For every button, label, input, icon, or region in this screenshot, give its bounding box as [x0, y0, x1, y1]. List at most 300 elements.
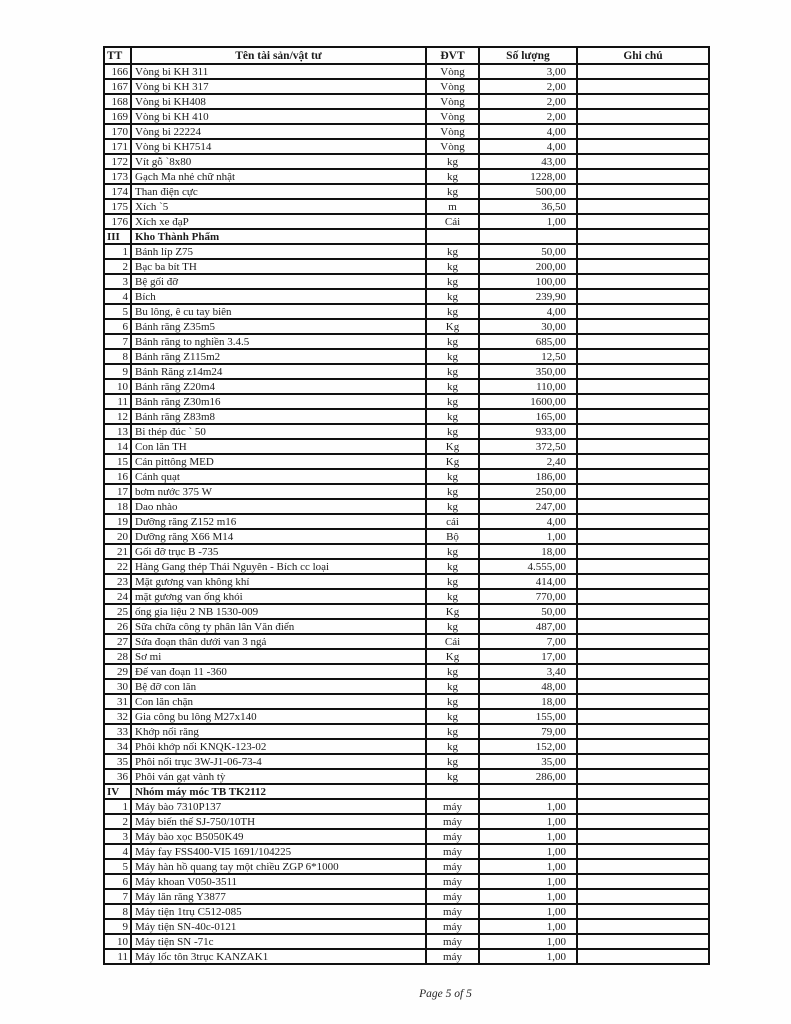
header-row — [104, 47, 709, 64]
cell-note — [577, 109, 709, 124]
table-row — [104, 559, 709, 574]
table-row — [104, 439, 709, 454]
cell-name: Vòng bi KH408 — [131, 94, 426, 109]
table-row — [104, 64, 709, 79]
cell-name: Phôi ván gạt vành tỳ — [131, 769, 426, 784]
cell-note — [577, 754, 709, 769]
cell-qty: 2,00 — [479, 79, 577, 94]
cell-tt: 8 — [104, 904, 131, 919]
cell-unit: Vòng — [426, 94, 479, 109]
cell-name: Bánh răng Z115m2 — [131, 349, 426, 364]
cell-name: Máy bào 7310P137 — [131, 799, 426, 814]
cell-unit: Bộ — [426, 529, 479, 544]
cell-qty: 4,00 — [479, 139, 577, 154]
cell-name: Vít gỗ `8x80 — [131, 154, 426, 169]
col-header-qty: Số lượng — [479, 47, 577, 64]
table-row — [104, 424, 709, 439]
cell-note — [577, 79, 709, 94]
cell-unit: kg — [426, 244, 479, 259]
cell-unit: kg — [426, 184, 479, 199]
cell-note — [577, 469, 709, 484]
cell-note — [577, 844, 709, 859]
cell-name: Phôi nối trục 3W-J1-06-73-4 — [131, 754, 426, 769]
cell-unit: máy — [426, 829, 479, 844]
table-row — [104, 574, 709, 589]
cell-name: Bánh răng Z83m8 — [131, 409, 426, 424]
cell-note — [577, 874, 709, 889]
cell-note — [577, 274, 709, 289]
cell-note — [577, 559, 709, 574]
cell-qty: 247,00 — [479, 499, 577, 514]
cell-tt: 12 — [104, 409, 131, 424]
table-row — [104, 304, 709, 319]
cell-note — [577, 649, 709, 664]
cell-unit: Kg — [426, 439, 479, 454]
cell-unit: kg — [426, 304, 479, 319]
cell-qty: 110,00 — [479, 379, 577, 394]
table-row — [104, 139, 709, 154]
cell-qty: 487,00 — [479, 619, 577, 634]
cell-tt: 10 — [104, 934, 131, 949]
cell-note — [577, 544, 709, 559]
cell-name: mặt gương van ống khói — [131, 589, 426, 604]
cell-note — [577, 229, 709, 244]
cell-tt: 11 — [104, 394, 131, 409]
table-row — [104, 814, 709, 829]
table-row — [104, 259, 709, 274]
cell-unit: kg — [426, 424, 479, 439]
cell-qty: 155,00 — [479, 709, 577, 724]
cell-note — [577, 64, 709, 79]
cell-qty: 286,00 — [479, 769, 577, 784]
cell-note — [577, 379, 709, 394]
cell-note — [577, 679, 709, 694]
cell-qty: 17,00 — [479, 649, 577, 664]
cell-qty: 1,00 — [479, 799, 577, 814]
cell-tt: 13 — [104, 424, 131, 439]
table-row — [104, 799, 709, 814]
cell-qty: 4.555,00 — [479, 559, 577, 574]
cell-qty: 4,00 — [479, 514, 577, 529]
cell-tt: 25 — [104, 604, 131, 619]
cell-unit: Vòng — [426, 64, 479, 79]
table-row — [104, 274, 709, 289]
asset-table — [103, 46, 710, 965]
cell-note — [577, 259, 709, 274]
cell-tt: 9 — [104, 919, 131, 934]
cell-tt: 1 — [104, 244, 131, 259]
cell-unit — [426, 784, 479, 799]
cell-note — [577, 154, 709, 169]
cell-unit: kg — [426, 349, 479, 364]
cell-qty: 36,50 — [479, 199, 577, 214]
cell-unit: kg — [426, 589, 479, 604]
cell-tt: 171 — [104, 139, 131, 154]
cell-tt: 7 — [104, 889, 131, 904]
table-row — [104, 724, 709, 739]
col-header-unit: ĐVT — [426, 47, 479, 64]
cell-tt: 29 — [104, 664, 131, 679]
cell-qty: 1,00 — [479, 889, 577, 904]
cell-note — [577, 454, 709, 469]
cell-qty: 250,00 — [479, 484, 577, 499]
cell-name: Máy tiện SN-40c-0121 — [131, 919, 426, 934]
cell-name: Vòng bi KH7514 — [131, 139, 426, 154]
cell-note — [577, 829, 709, 844]
col-header-note: Ghi chú — [577, 47, 709, 64]
cell-name: Bệ đỡ con lăn — [131, 679, 426, 694]
cell-note — [577, 619, 709, 634]
cell-unit: máy — [426, 934, 479, 949]
cell-note — [577, 394, 709, 409]
page-footer: Page 5 of 5 — [419, 988, 472, 1000]
cell-unit: kg — [426, 559, 479, 574]
cell-name: Nhóm máy móc TB TK2112 — [131, 784, 426, 799]
table-row — [104, 334, 709, 349]
cell-qty — [479, 784, 577, 799]
cell-note — [577, 199, 709, 214]
cell-note — [577, 529, 709, 544]
cell-unit: máy — [426, 904, 479, 919]
table-row — [104, 154, 709, 169]
col-header-name: Tên tài sản/vật tư — [131, 47, 426, 64]
cell-tt: 3 — [104, 274, 131, 289]
table-row — [104, 529, 709, 544]
cell-tt: 167 — [104, 79, 131, 94]
cell-qty: 200,00 — [479, 259, 577, 274]
asset-table-body — [104, 64, 709, 964]
cell-note — [577, 319, 709, 334]
table-row — [104, 289, 709, 304]
cell-unit: kg — [426, 259, 479, 274]
cell-tt: 31 — [104, 694, 131, 709]
cell-unit: máy — [426, 889, 479, 904]
cell-name: Bánh Răng z14m24 — [131, 364, 426, 379]
cell-name: ống gia liệu 2 NB 1530-009 — [131, 604, 426, 619]
cell-qty: 2,40 — [479, 454, 577, 469]
table-row — [104, 499, 709, 514]
table-row — [104, 934, 709, 949]
table-row — [104, 469, 709, 484]
cell-unit: kg — [426, 289, 479, 304]
cell-qty: 4,00 — [479, 124, 577, 139]
table-row — [104, 874, 709, 889]
cell-name: Bánh líp Z75 — [131, 244, 426, 259]
cell-note — [577, 409, 709, 424]
cell-qty: 1,00 — [479, 949, 577, 964]
cell-unit: m — [426, 199, 479, 214]
cell-name: Bệ gối đỡ — [131, 274, 426, 289]
cell-qty: 43,00 — [479, 154, 577, 169]
cell-unit: kg — [426, 679, 479, 694]
cell-tt: 169 — [104, 109, 131, 124]
cell-qty: 1600,00 — [479, 394, 577, 409]
table-row — [104, 649, 709, 664]
cell-tt: 1 — [104, 799, 131, 814]
table-row — [104, 79, 709, 94]
cell-tt: 18 — [104, 499, 131, 514]
cell-tt: 170 — [104, 124, 131, 139]
table-row — [104, 94, 709, 109]
cell-name: Máy tiện SN -71c — [131, 934, 426, 949]
cell-unit: máy — [426, 919, 479, 934]
cell-note — [577, 94, 709, 109]
cell-name: Con lăn chặn — [131, 694, 426, 709]
cell-note — [577, 244, 709, 259]
cell-name: Bạc ba bít TH — [131, 259, 426, 274]
cell-qty: 500,00 — [479, 184, 577, 199]
table-row — [104, 679, 709, 694]
cell-note — [577, 364, 709, 379]
cell-tt: 19 — [104, 514, 131, 529]
table-row — [104, 829, 709, 844]
cell-name: Bích — [131, 289, 426, 304]
cell-qty: 1,00 — [479, 904, 577, 919]
table-row — [104, 739, 709, 754]
table-row — [104, 619, 709, 634]
cell-qty: 350,00 — [479, 364, 577, 379]
cell-note — [577, 424, 709, 439]
cell-tt: IV — [104, 784, 131, 799]
cell-note — [577, 124, 709, 139]
cell-tt: 8 — [104, 349, 131, 364]
cell-name: Vòng bi KH 410 — [131, 109, 426, 124]
table-row — [104, 484, 709, 499]
cell-unit: Kg — [426, 319, 479, 334]
cell-tt: 5 — [104, 304, 131, 319]
cell-unit: kg — [426, 484, 479, 499]
cell-qty: 4,00 — [479, 304, 577, 319]
cell-qty: 30,00 — [479, 319, 577, 334]
table-row — [104, 244, 709, 259]
cell-name: Máy fay FSS400-VI5 1691/104225 — [131, 844, 426, 859]
cell-unit: kg — [426, 664, 479, 679]
cell-note — [577, 514, 709, 529]
cell-qty: 165,00 — [479, 409, 577, 424]
cell-qty: 3,40 — [479, 664, 577, 679]
cell-qty: 1,00 — [479, 844, 577, 859]
cell-note — [577, 214, 709, 229]
table-row — [104, 889, 709, 904]
cell-name: Máy tiện 1trụ C512-085 — [131, 904, 426, 919]
cell-unit: Vòng — [426, 109, 479, 124]
cell-tt: 4 — [104, 844, 131, 859]
cell-qty: 685,00 — [479, 334, 577, 349]
cell-unit: kg — [426, 739, 479, 754]
table-row — [104, 919, 709, 934]
asset-table-header — [104, 47, 709, 64]
cell-name: Dao nhào — [131, 499, 426, 514]
cell-name: Xích `5 — [131, 199, 426, 214]
cell-name: Xích xe đạP — [131, 214, 426, 229]
cell-qty: 1,00 — [479, 814, 577, 829]
cell-unit: kg — [426, 169, 479, 184]
cell-unit: máy — [426, 874, 479, 889]
cell-unit — [426, 229, 479, 244]
cell-note — [577, 304, 709, 319]
cell-tt: 26 — [104, 619, 131, 634]
cell-tt: 27 — [104, 634, 131, 649]
cell-tt: 168 — [104, 94, 131, 109]
cell-qty: 79,00 — [479, 724, 577, 739]
table-row — [104, 394, 709, 409]
cell-note — [577, 859, 709, 874]
cell-tt: 6 — [104, 319, 131, 334]
cell-note — [577, 664, 709, 679]
cell-unit: Vòng — [426, 139, 479, 154]
table-row — [104, 709, 709, 724]
table-row — [104, 844, 709, 859]
cell-name: Hàng Gang thép Thái Nguyên - Bích cc loại — [131, 559, 426, 574]
cell-unit: kg — [426, 709, 479, 724]
cell-unit: kg — [426, 364, 479, 379]
cell-note — [577, 574, 709, 589]
cell-note — [577, 949, 709, 964]
cell-qty: 35,00 — [479, 754, 577, 769]
cell-qty: 1,00 — [479, 934, 577, 949]
cell-tt: 2 — [104, 814, 131, 829]
table-row — [104, 859, 709, 874]
cell-note — [577, 904, 709, 919]
table-row — [104, 754, 709, 769]
cell-name: Cánh quạt — [131, 469, 426, 484]
cell-qty: 3,00 — [479, 64, 577, 79]
cell-unit: máy — [426, 949, 479, 964]
cell-name: Sửa đoạn thân dưới van 3 ngả — [131, 634, 426, 649]
cell-tt: 33 — [104, 724, 131, 739]
cell-tt: 23 — [104, 574, 131, 589]
cell-name: Sữa chữa công ty phân lân Văn điển — [131, 619, 426, 634]
table-row — [104, 379, 709, 394]
cell-tt: 20 — [104, 529, 131, 544]
cell-name: Mặt gương van không khí — [131, 574, 426, 589]
cell-unit: máy — [426, 814, 479, 829]
cell-tt: 176 — [104, 214, 131, 229]
cell-name: Khớp nối răng — [131, 724, 426, 739]
cell-note — [577, 814, 709, 829]
cell-name: Bánh răng Z20m4 — [131, 379, 426, 394]
cell-unit: máy — [426, 799, 479, 814]
cell-name: Máy bào xọc B5050K49 — [131, 829, 426, 844]
cell-qty: 1,00 — [479, 919, 577, 934]
cell-tt: 173 — [104, 169, 131, 184]
cell-qty: 7,00 — [479, 634, 577, 649]
cell-note — [577, 589, 709, 604]
cell-qty: 2,00 — [479, 94, 577, 109]
table-row — [104, 904, 709, 919]
cell-tt: 28 — [104, 649, 131, 664]
table-row — [104, 409, 709, 424]
cell-qty: 186,00 — [479, 469, 577, 484]
cell-tt: 24 — [104, 589, 131, 604]
cell-name: Đế van đoạn 11 -360 — [131, 664, 426, 679]
cell-tt: 14 — [104, 439, 131, 454]
cell-unit: kg — [426, 379, 479, 394]
cell-note — [577, 694, 709, 709]
cell-tt: 36 — [104, 769, 131, 784]
cell-unit: kg — [426, 619, 479, 634]
table-row — [104, 184, 709, 199]
cell-name: Kho Thành Phẩm — [131, 229, 426, 244]
table-row — [104, 694, 709, 709]
cell-qty: 239,90 — [479, 289, 577, 304]
cell-name: Bánh răng Z35m5 — [131, 319, 426, 334]
table-row — [104, 769, 709, 784]
table-row — [104, 514, 709, 529]
cell-qty: 933,00 — [479, 424, 577, 439]
cell-unit: kg — [426, 394, 479, 409]
cell-unit: kg — [426, 274, 479, 289]
table-row — [104, 364, 709, 379]
cell-qty: 18,00 — [479, 544, 577, 559]
cell-note — [577, 439, 709, 454]
cell-unit: kg — [426, 409, 479, 424]
table-row — [104, 664, 709, 679]
cell-tt: 15 — [104, 454, 131, 469]
cell-tt: 7 — [104, 334, 131, 349]
cell-name: bơm nước 375 W — [131, 484, 426, 499]
cell-name: Máy lăn răng Y3877 — [131, 889, 426, 904]
cell-qty: 50,00 — [479, 244, 577, 259]
section-row — [104, 229, 709, 244]
cell-name: Vòng bi KH 317 — [131, 79, 426, 94]
cell-name: Vòng bi 22224 — [131, 124, 426, 139]
cell-unit: Kg — [426, 454, 479, 469]
cell-tt: 30 — [104, 679, 131, 694]
cell-tt: 10 — [104, 379, 131, 394]
table-row — [104, 124, 709, 139]
cell-name: Vòng bi KH 311 — [131, 64, 426, 79]
cell-tt: 34 — [104, 739, 131, 754]
cell-unit: Kg — [426, 604, 479, 619]
cell-note — [577, 799, 709, 814]
cell-unit: Vòng — [426, 124, 479, 139]
cell-tt: 21 — [104, 544, 131, 559]
cell-name: Bu lông, ê cu tay biên — [131, 304, 426, 319]
table-row — [104, 589, 709, 604]
cell-unit: kg — [426, 754, 479, 769]
cell-note — [577, 784, 709, 799]
cell-unit: kg — [426, 574, 479, 589]
cell-qty: 1,00 — [479, 859, 577, 874]
cell-note — [577, 634, 709, 649]
cell-unit: kg — [426, 544, 479, 559]
cell-note — [577, 739, 709, 754]
cell-note — [577, 889, 709, 904]
cell-name: Cán pittông MED — [131, 454, 426, 469]
cell-tt: 9 — [104, 364, 131, 379]
cell-note — [577, 184, 709, 199]
section-row — [104, 784, 709, 799]
cell-unit: máy — [426, 844, 479, 859]
cell-tt: 172 — [104, 154, 131, 169]
table-row — [104, 214, 709, 229]
cell-note — [577, 724, 709, 739]
cell-tt: 3 — [104, 829, 131, 844]
cell-tt: 17 — [104, 484, 131, 499]
cell-tt: III — [104, 229, 131, 244]
cell-tt: 2 — [104, 259, 131, 274]
table-row — [104, 109, 709, 124]
cell-unit: Kg — [426, 649, 479, 664]
cell-note — [577, 139, 709, 154]
cell-unit: kg — [426, 154, 479, 169]
cell-name: Than điện cực — [131, 184, 426, 199]
cell-name: Con lăn TH — [131, 439, 426, 454]
cell-note — [577, 499, 709, 514]
cell-tt: 4 — [104, 289, 131, 304]
cell-unit: kg — [426, 724, 479, 739]
